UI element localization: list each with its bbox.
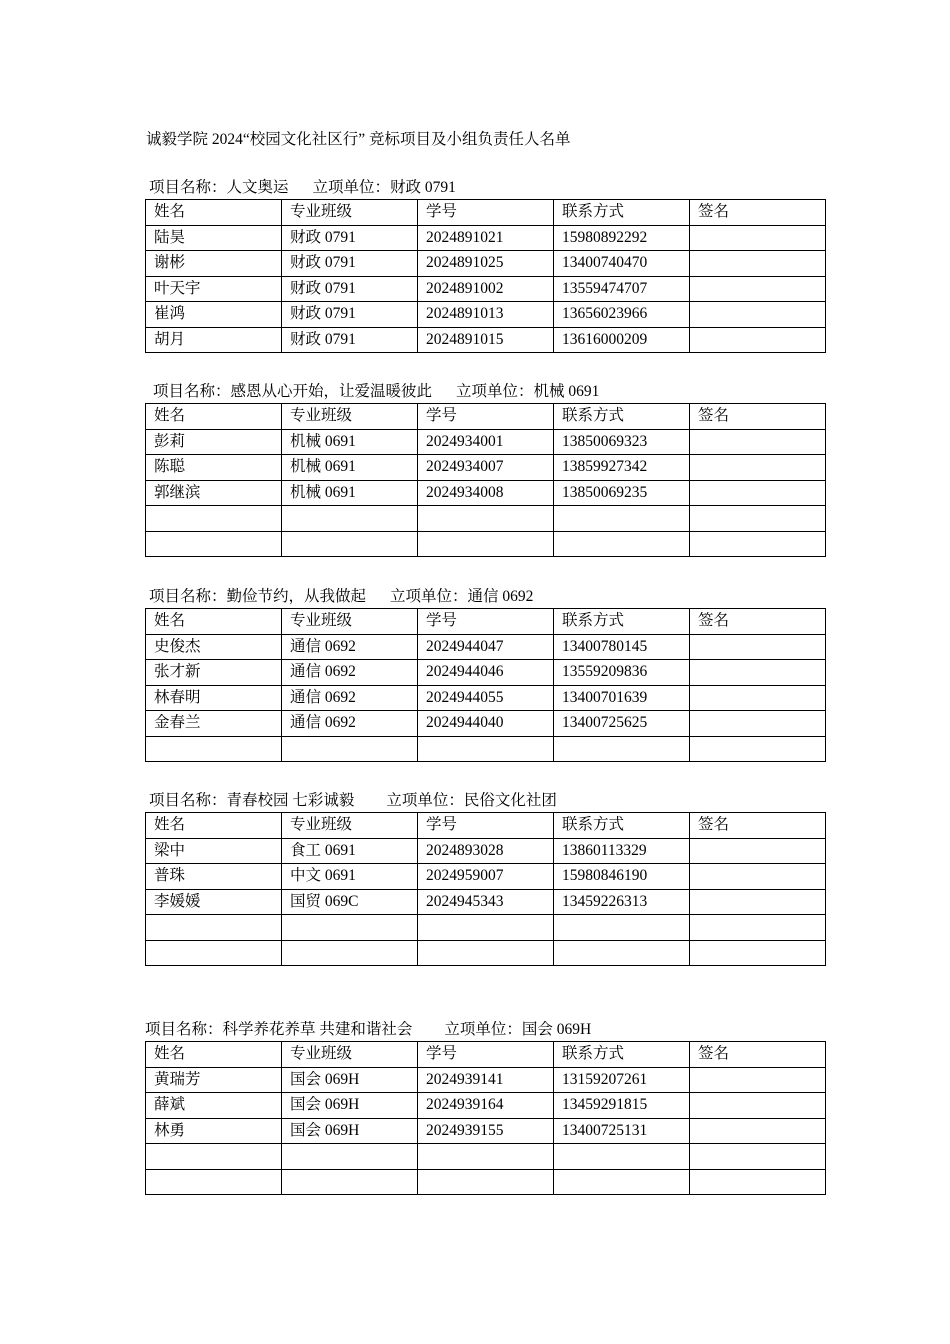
cell-signature — [690, 327, 826, 353]
cell-name — [146, 915, 282, 941]
cell-class: 通信 0692 — [282, 660, 418, 686]
cell-signature — [690, 660, 826, 686]
cell-contact: 15980846190 — [554, 864, 690, 890]
project-header — [145, 177, 825, 199]
cell-signature — [690, 225, 826, 251]
header-student-id: 学号 — [418, 609, 554, 635]
cell-student-id: 2024944047 — [418, 634, 554, 660]
cell-contact — [554, 736, 690, 762]
project-block — [145, 586, 825, 762]
project-name-label: 项目名称：科学养花养草 共建和谐社会 — [145, 1021, 413, 1038]
cell-contact: 13656023966 — [554, 302, 690, 328]
table-row — [146, 1093, 826, 1119]
cell-name — [146, 736, 282, 762]
cell-student-id — [418, 531, 554, 557]
cell-class: 中文 0691 — [282, 864, 418, 890]
cell-signature — [690, 915, 826, 941]
cell-class: 机械 0691 — [282, 429, 418, 455]
cell-signature — [690, 940, 826, 966]
cell-class: 通信 0692 — [282, 711, 418, 737]
table-row — [146, 889, 826, 915]
header-contact: 联系方式 — [554, 404, 690, 430]
cell-student-id: 2024944046 — [418, 660, 554, 686]
cell-contact — [554, 940, 690, 966]
table-row — [146, 225, 826, 251]
cell-class: 食工 0691 — [282, 838, 418, 864]
cell-contact: 15980892292 — [554, 225, 690, 251]
header-name: 姓名 — [146, 1042, 282, 1068]
member-table — [145, 812, 826, 966]
header-signature: 签名 — [690, 609, 826, 635]
header-contact: 联系方式 — [554, 200, 690, 226]
cell-contact: 13559474707 — [554, 276, 690, 302]
cell-name: 林春明 — [146, 685, 282, 711]
header-student-id: 学号 — [418, 813, 554, 839]
cell-name: 黄瑞芳 — [146, 1067, 282, 1093]
table-row — [146, 736, 826, 762]
header-name: 姓名 — [146, 609, 282, 635]
cell-class: 国会 069H — [282, 1118, 418, 1144]
cell-name: 崔鸿 — [146, 302, 282, 328]
header-class: 专业班级 — [282, 813, 418, 839]
cell-contact: 13859927342 — [554, 455, 690, 481]
table-row — [146, 506, 826, 532]
cell-contact: 13850069323 — [554, 429, 690, 455]
project-block — [145, 790, 825, 966]
table-row — [146, 1067, 826, 1093]
cell-name — [146, 1169, 282, 1195]
table-header-row — [146, 200, 826, 226]
table-row — [146, 915, 826, 941]
header-signature: 签名 — [690, 813, 826, 839]
project-name-label: 项目名称：勤俭节约，从我做起 — [149, 588, 367, 605]
cell-student-id: 2024939141 — [418, 1067, 554, 1093]
cell-contact — [554, 531, 690, 557]
cell-student-id: 2024891002 — [418, 276, 554, 302]
cell-class — [282, 1169, 418, 1195]
cell-name — [146, 1144, 282, 1170]
table-header-row — [146, 609, 826, 635]
header-class: 专业班级 — [282, 609, 418, 635]
cell-name: 史俊杰 — [146, 634, 282, 660]
cell-name — [146, 940, 282, 966]
table-row — [146, 711, 826, 737]
cell-class: 国会 069H — [282, 1093, 418, 1119]
cell-student-id: 2024934008 — [418, 480, 554, 506]
cell-student-id: 2024939164 — [418, 1093, 554, 1119]
cell-student-id — [418, 1144, 554, 1170]
cell-student-id — [418, 506, 554, 532]
cell-student-id: 2024945343 — [418, 889, 554, 915]
cell-contact — [554, 915, 690, 941]
project-unit-label: 立项单位：民俗文化社团 — [386, 792, 557, 809]
cell-name: 林勇 — [146, 1118, 282, 1144]
header-name: 姓名 — [146, 200, 282, 226]
cell-signature — [690, 429, 826, 455]
project-unit-label: 立项单位：国会 069H — [444, 1021, 592, 1038]
cell-student-id: 2024934007 — [418, 455, 554, 481]
cell-contact — [554, 506, 690, 532]
cell-student-id: 2024891025 — [418, 251, 554, 277]
table-row — [146, 685, 826, 711]
cell-student-id — [418, 940, 554, 966]
cell-student-id: 2024944040 — [418, 711, 554, 737]
member-table — [145, 403, 826, 557]
cell-name: 彭莉 — [146, 429, 282, 455]
cell-signature — [690, 1118, 826, 1144]
header-name: 姓名 — [146, 813, 282, 839]
cell-signature — [690, 1093, 826, 1119]
cell-class: 财政 0791 — [282, 251, 418, 277]
cell-signature — [690, 302, 826, 328]
cell-signature — [690, 506, 826, 532]
cell-contact: 13459226313 — [554, 889, 690, 915]
header-contact: 联系方式 — [554, 813, 690, 839]
cell-student-id: 2024891013 — [418, 302, 554, 328]
cell-contact — [554, 1169, 690, 1195]
cell-class: 财政 0791 — [282, 225, 418, 251]
cell-student-id: 2024944055 — [418, 685, 554, 711]
cell-class: 通信 0692 — [282, 685, 418, 711]
cell-contact: 13850069235 — [554, 480, 690, 506]
cell-signature — [690, 685, 826, 711]
table-row — [146, 634, 826, 660]
cell-signature — [690, 864, 826, 890]
cell-student-id — [418, 915, 554, 941]
table-row — [146, 276, 826, 302]
cell-class: 财政 0791 — [282, 276, 418, 302]
header-student-id: 学号 — [418, 1042, 554, 1068]
project-name-label: 项目名称：青春校园 七彩诚毅 — [149, 792, 355, 809]
cell-signature — [690, 736, 826, 762]
cell-name: 陈聪 — [146, 455, 282, 481]
project-block — [145, 177, 825, 353]
project-header — [145, 381, 825, 403]
table-row — [146, 480, 826, 506]
cell-name: 叶天宇 — [146, 276, 282, 302]
cell-signature — [690, 480, 826, 506]
project-block — [145, 381, 825, 557]
project-block — [145, 1019, 825, 1195]
cell-class: 机械 0691 — [282, 480, 418, 506]
project-header — [145, 790, 825, 812]
cell-signature — [690, 531, 826, 557]
cell-name — [146, 506, 282, 532]
cell-class — [282, 1144, 418, 1170]
table-row — [146, 1144, 826, 1170]
cell-signature — [690, 889, 826, 915]
cell-signature — [690, 251, 826, 277]
cell-class: 通信 0692 — [282, 634, 418, 660]
cell-class — [282, 506, 418, 532]
cell-name: 郭继滨 — [146, 480, 282, 506]
project-header — [145, 586, 825, 608]
header-student-id: 学号 — [418, 200, 554, 226]
cell-contact: 13400725625 — [554, 711, 690, 737]
project-name-label: 项目名称：感恩从心开始，让爱温暖彼此 — [153, 383, 433, 400]
table-row — [146, 1169, 826, 1195]
cell-class: 国会 069H — [282, 1067, 418, 1093]
cell-name: 胡月 — [146, 327, 282, 353]
cell-signature — [690, 711, 826, 737]
cell-class: 国贸 069C — [282, 889, 418, 915]
project-unit-label: 立项单位：通信 0692 — [390, 588, 534, 605]
document-title: 诚毅学院 2024“校园文化社区行” 竞标项目及小组负责任人名单 — [146, 131, 571, 148]
cell-contact: 13400780145 — [554, 634, 690, 660]
table-row — [146, 429, 826, 455]
cell-contact: 13459291815 — [554, 1093, 690, 1119]
cell-signature — [690, 276, 826, 302]
header-student-id: 学号 — [418, 404, 554, 430]
cell-contact: 13860113329 — [554, 838, 690, 864]
header-contact: 联系方式 — [554, 1042, 690, 1068]
table-header-row — [146, 1042, 826, 1068]
cell-signature — [690, 634, 826, 660]
cell-name: 李媛媛 — [146, 889, 282, 915]
cell-name: 薛斌 — [146, 1093, 282, 1119]
header-signature: 签名 — [690, 1042, 826, 1068]
cell-signature — [690, 455, 826, 481]
cell-signature — [690, 1144, 826, 1170]
cell-student-id: 2024959007 — [418, 864, 554, 890]
header-contact: 联系方式 — [554, 609, 690, 635]
cell-name: 谢彬 — [146, 251, 282, 277]
cell-signature — [690, 838, 826, 864]
table-row — [146, 864, 826, 890]
cell-name: 陆昊 — [146, 225, 282, 251]
cell-student-id — [418, 1169, 554, 1195]
cell-contact: 13400701639 — [554, 685, 690, 711]
cell-student-id: 2024934001 — [418, 429, 554, 455]
cell-contact — [554, 1144, 690, 1170]
member-table — [145, 1041, 826, 1195]
header-class: 专业班级 — [282, 200, 418, 226]
cell-contact: 13616000209 — [554, 327, 690, 353]
cell-class — [282, 915, 418, 941]
cell-contact: 13400740470 — [554, 251, 690, 277]
member-table — [145, 608, 826, 762]
table-row — [146, 1118, 826, 1144]
table-row — [146, 940, 826, 966]
cell-name: 梁中 — [146, 838, 282, 864]
cell-student-id — [418, 736, 554, 762]
cell-student-id: 2024893028 — [418, 838, 554, 864]
table-row — [146, 660, 826, 686]
table-header-row — [146, 813, 826, 839]
cell-student-id: 2024891015 — [418, 327, 554, 353]
header-signature: 签名 — [690, 200, 826, 226]
cell-name: 张才新 — [146, 660, 282, 686]
header-class: 专业班级 — [282, 404, 418, 430]
table-row — [146, 455, 826, 481]
cell-name: 普珠 — [146, 864, 282, 890]
table-row — [146, 531, 826, 557]
cell-student-id: 2024939155 — [418, 1118, 554, 1144]
header-signature: 签名 — [690, 404, 826, 430]
cell-class — [282, 531, 418, 557]
table-header-row — [146, 404, 826, 430]
cell-name — [146, 531, 282, 557]
cell-signature — [690, 1067, 826, 1093]
project-unit-label: 立项单位：机械 0691 — [456, 383, 600, 400]
table-row — [146, 838, 826, 864]
cell-class — [282, 736, 418, 762]
table-row — [146, 302, 826, 328]
cell-contact: 13159207261 — [554, 1067, 690, 1093]
cell-class: 财政 0791 — [282, 327, 418, 353]
header-class: 专业班级 — [282, 1042, 418, 1068]
cell-class: 财政 0791 — [282, 302, 418, 328]
cell-name: 金春兰 — [146, 711, 282, 737]
member-table — [145, 199, 826, 353]
cell-student-id: 2024891021 — [418, 225, 554, 251]
cell-signature — [690, 1169, 826, 1195]
project-header — [145, 1019, 825, 1041]
project-unit-label: 立项单位：财政 0791 — [312, 179, 456, 196]
cell-class — [282, 940, 418, 966]
project-name-label: 项目名称：人文奥运 — [149, 179, 289, 196]
cell-contact: 13400725131 — [554, 1118, 690, 1144]
table-row — [146, 251, 826, 277]
header-name: 姓名 — [146, 404, 282, 430]
table-row — [146, 327, 826, 353]
cell-contact: 13559209836 — [554, 660, 690, 686]
cell-class: 机械 0691 — [282, 455, 418, 481]
